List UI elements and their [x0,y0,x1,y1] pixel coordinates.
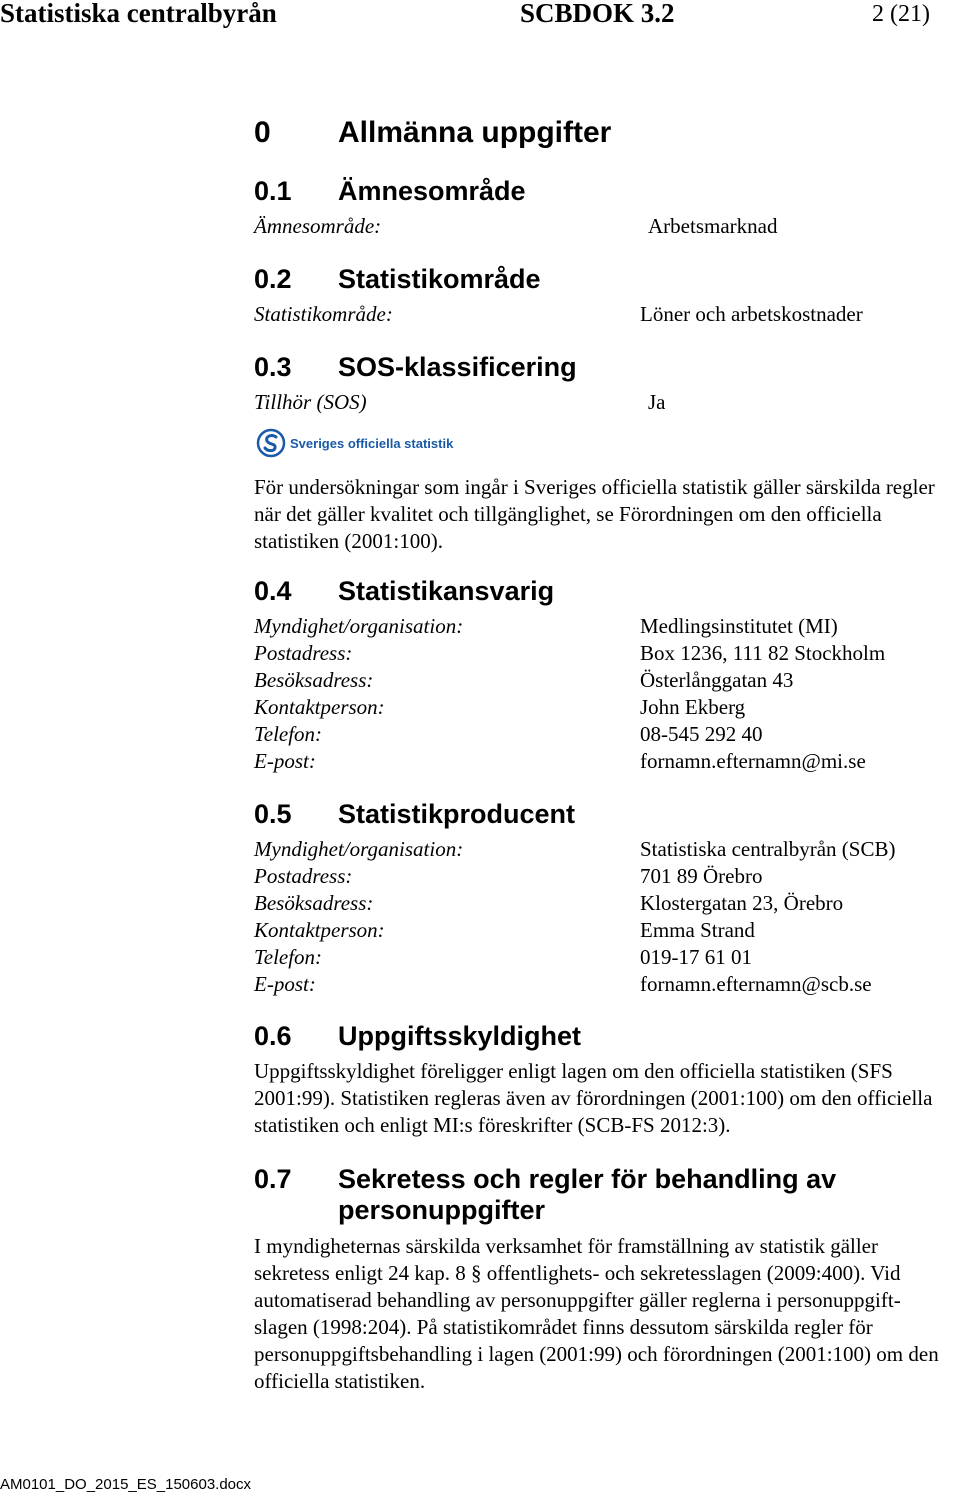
section-title: Statistikansvarig [338,576,555,606]
section-number: 0.6 [254,1021,292,1051]
section-number: 0 [254,116,271,149]
field-value: Emma Strand [640,918,755,942]
section-title: SOS-klassificering [338,352,577,382]
sos-logo-text: Sveriges officiella statistik [290,435,454,451]
field-label: Kontaktperson: [254,695,385,719]
section-heading-0-3 [254,352,577,383]
footer-filename: AM0101_DO_2015_ES_150603.docx [0,1476,252,1493]
section-number: 0.1 [254,176,292,206]
sos-value: Ja [648,390,666,414]
field-label: E-post: [254,749,316,773]
section-number: 0.4 [254,576,292,606]
field-value: 08-545 292 40 [640,722,763,746]
section-heading-0-5 [254,799,575,830]
section-title: Allmänna uppgifter [338,116,612,149]
statistikomrade-label: Statistikområde: [254,302,393,326]
amnesomrade-label: Ämnesområde: [254,214,382,238]
field-label: Myndighet/organisation: [254,614,464,638]
section-title: Sekretess och regler för behandling av [338,1164,837,1194]
section-title-line2: personuppgifter [338,1195,545,1225]
field-label: E-post: [254,972,316,996]
field-label: Kontaktperson: [254,918,385,942]
field-value: Statistiska centralbyrån (SCB) [640,837,896,861]
uppgiftsskyldighet-paragraph: Uppgiftsskyldighet föreligger enligt lagen om den officiella statistiken (SFS 2001:99). Statistiken regleras även av förordningen (2001:100) om den officiella statistiken och enligt MI:s föreskrifter (SCB-FS 2012:3). [254,1059,933,1137]
field-value: Klostergatan 23, Örebro [640,891,844,915]
field-label: Telefon: [254,722,323,746]
field-value: Medlingsinstitutet (MI) [640,614,838,638]
section-title: Statistikområde [338,264,541,294]
sekretess-paragraph: I myndigheternas särskilda verksamhet för framställning av statistik gäller sekretess enligt 24 kap. 8 § offentlighets- och sekretesslagen (2009:400). Vid automatiserad behandling av personuppgifter gäller reglerna i personuppgift-slagen (1998:204). På statistikområdet finns dessutom särskilda regler för personuppgiftsbehandling i lagen (2001:99) och förordningen (2001:100) om den officiella statistiken. [254,1234,939,1393]
section-heading-0-2 [254,264,541,295]
sos-label: Tillhör (SOS) [254,390,367,414]
section-heading-0-4 [254,576,554,607]
field-label: Postadress: [254,641,353,665]
sos-logo [256,426,456,460]
section-heading-0 [254,116,611,150]
amnesomrade-value: Arbetsmarknad [648,214,778,238]
field-value: Box 1236, 111 82 Stockholm [640,641,886,665]
section-title: Uppgiftsskyldighet [338,1021,582,1051]
section-number: 0.5 [254,799,292,829]
sos-logo-icon [256,428,286,458]
section-heading-0-1 [254,176,526,207]
field-value: John Ekberg [640,695,746,719]
section-heading-0-6 [254,1021,581,1052]
section-title: Statistikproducent [338,799,576,829]
header-org: Statistiska centralbyrån [0,0,277,28]
field-label: Besöksadress: [254,891,374,915]
section-number: 0.3 [254,352,292,382]
field-label: Myndighet/organisation: [254,837,464,861]
field-value: fornamn.efternamn@scb.se [640,972,872,996]
header-page-number: 2 (21) [872,1,930,27]
section-number: 0.7 [254,1164,292,1194]
field-value: 019-17 61 01 [640,945,752,969]
field-value: Österlånggatan 43 [640,668,794,692]
field-label: Telefon: [254,945,323,969]
section-heading-0-7 [254,1164,836,1195]
field-label: Besöksadress: [254,668,374,692]
field-value: fornamn.efternamn@mi.se [640,749,866,773]
section-number: 0.2 [254,264,292,294]
header-doc-id: SCBDOK 3.2 [520,0,675,28]
field-label: Postadress: [254,864,353,888]
field-value: 701 89 Örebro [640,864,763,888]
section-title: Ämnesområde [338,176,526,206]
statistikomrade-value: Löner och arbetskostnader [640,302,863,326]
sos-paragraph: För undersökningar som ingår i Sveriges officiella statistik gäller särskilda regler när det gäller kvalitet och tillgänglighet, se Förordningen om den officiella statistiken (2001:100). [254,475,935,553]
